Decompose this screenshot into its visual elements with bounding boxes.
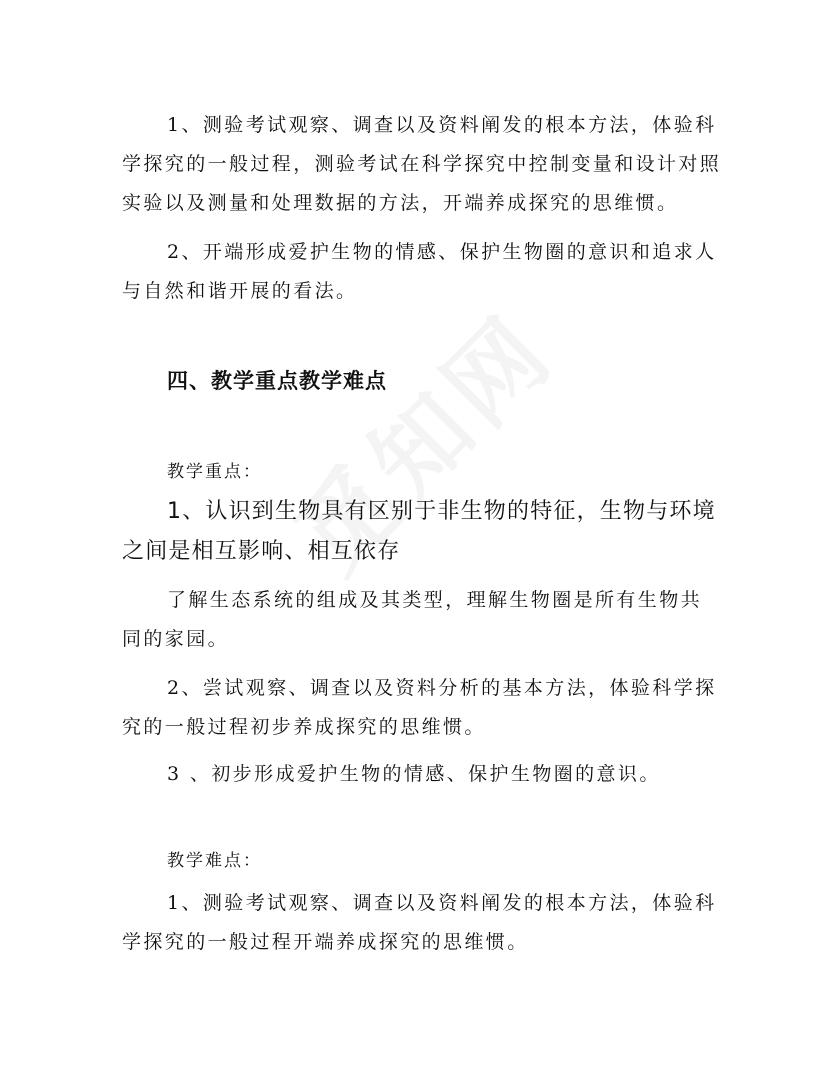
paragraph-1: [122, 106, 722, 223]
key-point-1-detail-text: 了解生态系统的组成及其类型，理解生物圈是所有生物共同的家园。: [122, 589, 703, 650]
key-point-3: [122, 755, 722, 794]
key-point-3-text: 3 、初步形成爱护生物的情感、保护生物圈的意识。: [167, 763, 661, 785]
paragraph-2: [122, 233, 722, 311]
key-point-2: [122, 669, 722, 747]
key-point-1-text: 1、认识到生物具有区别于非生物的特征，生物与环境之间是相互影响、相互依存: [122, 499, 716, 564]
difficulty-1-text: 1、测验考试观察、调查以及资料阐发的根本方法，体验科学探究的一般过程开端养成探究的思维惯。: [122, 892, 717, 953]
key-point-2-text: 2、尝试观察、调查以及资料分析的基本方法，体验科学探究的一般过程初步养成探究的思维惯。: [122, 677, 717, 738]
key-point-1-detail: [122, 581, 722, 659]
paragraph-1-text: 1、测验考试观察、调查以及资料阐发的根本方法，体验科学探究的一般过程，测验考试在科学探究中控制变量和设计对照实验以及测量和处理数据的方法，开端养成探究的思维惯。: [122, 114, 722, 214]
key-points-label: 教学重点：: [167, 462, 262, 482]
paragraph-2-text: 2、开端形成爱护生物的情感、保护生物圈的意识和追求人与自然和谐开展的看法。: [122, 241, 717, 302]
difficulty-1: [122, 884, 722, 962]
key-point-1: [122, 492, 722, 572]
difficulties-label: 教学难点：: [167, 851, 262, 871]
section-heading: 四、教学重点教学难点: [167, 369, 387, 393]
